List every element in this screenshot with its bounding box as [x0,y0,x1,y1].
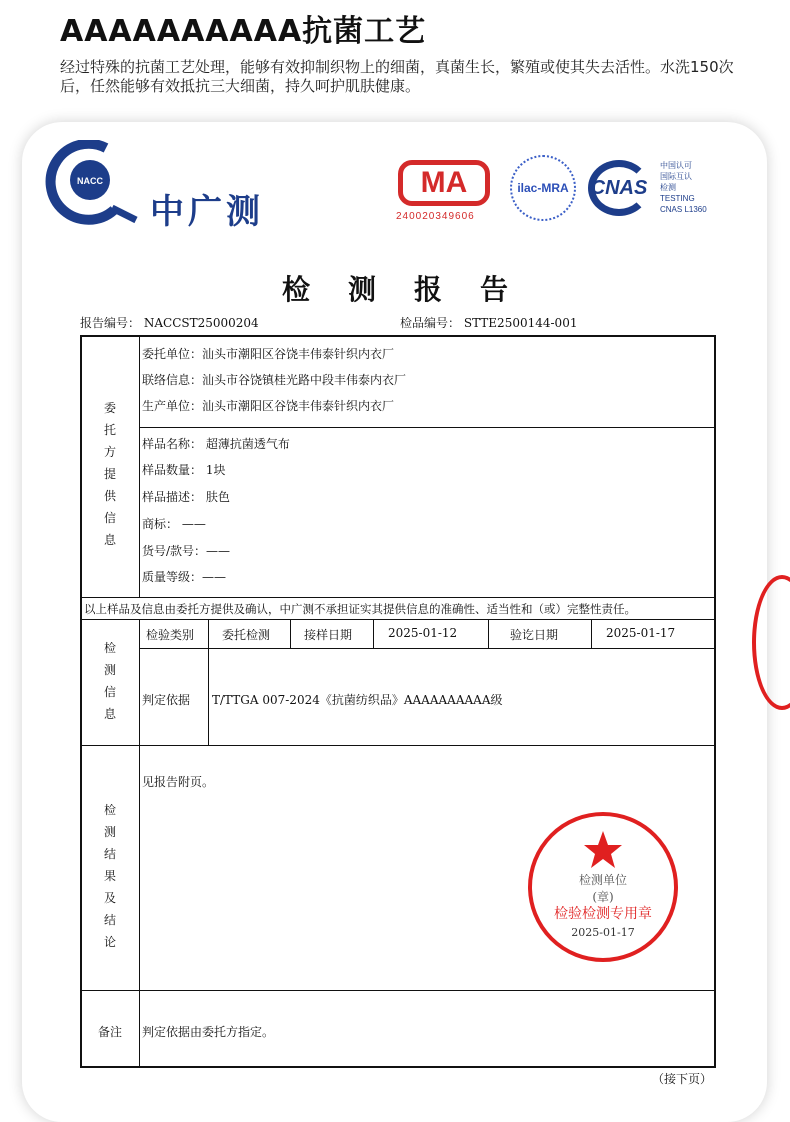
result-section-label: 检测结果及结论 [103,803,116,949]
cnas-text: 中国认可 国际互认 检测 TESTING CNAS L1360 [660,161,707,214]
sample-description: 样品描述： 肤色 [142,490,230,504]
cnas-logo: CNAS [588,160,650,216]
production-unit: 生产单位：汕头市潮阳区谷饶丰伟泰针织内衣厂 [142,399,395,413]
result-text: 见报告附页。 [142,775,215,789]
client-unit: 委托单位：汕头市潮阳区谷饶丰伟泰针织内衣厂 [142,347,395,361]
client-section-label: 委托方提供信息 [103,401,116,547]
stamp-date: 2025-01-17 [571,926,635,939]
cma-logo: MA [398,160,490,206]
item-number: 货号/款号：—— [142,544,231,558]
star-icon [583,830,623,870]
brand-name: 中广测 [150,192,264,232]
complete-date: 2025-01-17 [606,626,676,640]
cma-number: 240020349606 [396,211,475,222]
sample-number: 检品编号： STTE2500144-001 [400,316,578,330]
report-number: 报告编号： NACCST25000204 [80,316,259,330]
sample-quantity: 样品数量： 1块 [142,463,226,477]
report-title: 检测报告 [281,273,546,306]
stamp-seal: (章) [592,890,614,904]
continued-note: （接下页） [652,1072,713,1086]
stamp-unit: 检测单位 [578,873,627,887]
disclaimer: 以上样品及信息由委托方提供及确认，中广测不承担证实其提供信息的准确性、适当性和（或）完整性责任。 [84,602,636,616]
quality-grade: 质量等级：—— [142,570,227,584]
trademark: 商标： —— [142,517,206,531]
complete-date-label: 验讫日期 [510,628,559,642]
test-section-label: 检测信息 [103,641,116,721]
basis: T/TTGA 007-2024《抗菌纺织品》AAAAAAAAAA级 [212,693,503,707]
basis-label: 判定依据 [142,693,191,707]
page-title: AAAAAAAAAA抗菌工艺 [60,14,427,49]
page-description: 经过特殊的抗菌工艺处理，能够有效抑制织物上的细菌，真菌生长，繁殖或使其失去活性。水洗150次后，任然能够有效抵抗三大细菌，持久呵护肌肤健康。 [60,58,734,95]
test-type-label: 检验类别 [146,628,195,642]
test-type: 委托检测 [222,628,271,642]
remarks: 判定依据由委托方指定。 [142,1025,275,1039]
contact-info: 联络信息：汕头市谷饶镇桂光路中段丰伟泰内衣厂 [142,373,407,387]
sample-name: 样品名称： 超薄抗菌透气布 [142,437,290,451]
receive-date: 2025-01-12 [388,626,458,640]
receive-date-label: 接样日期 [304,628,353,642]
remarks-label: 备注 [98,1025,123,1039]
nacc-logo-icon [44,140,144,225]
nacc-text: NACC [77,176,103,186]
ilac-logo: ilac-MRA [510,155,576,221]
stamp-bottom-text: 检验检测专用章 [554,906,652,922]
